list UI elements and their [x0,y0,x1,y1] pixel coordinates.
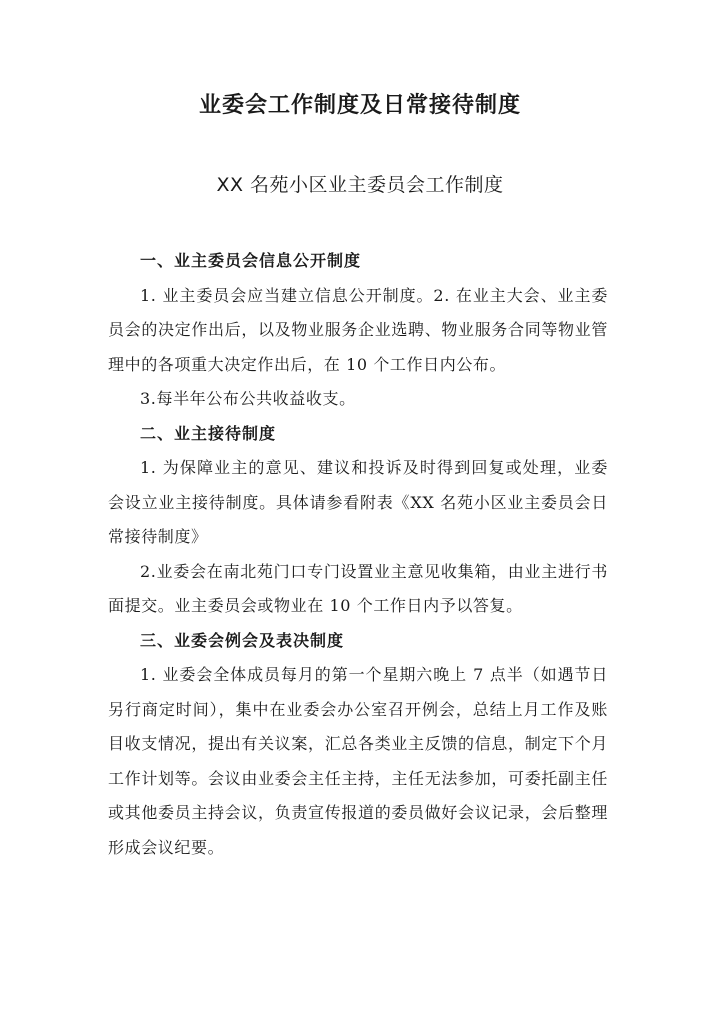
section-heading-reception: 二、业主接待制度 [140,423,277,443]
section-heading-info-disclosure: 一、业主委员会信息公开制度 [140,251,362,270]
section-heading-meeting-voting: 三、业委会例会及表决制度 [140,630,345,650]
paragraph: 1. 业主委员会应当建立信息公开制度。2. 在业主大会、业主委员会的决定作出后，以及物业服务企业选聘、物业服务合同等物业管理中的各项重大决定作出后，在 10 个工作日内公布。 [108,285,608,374]
paragraph: 3.每半年公布公共收益收支。 [140,389,356,408]
paragraph: 1. 为保障业主的意见、建议和投诉及时得到回复或处理，业委会设立业主接待制度。具体请参看附表《XX 名苑小区业主委员会日常接待制度》 [108,458,608,546]
paragraph: 2.业委会在南北苑门口专门设置业主意见收集箱，由业主进行书面提交。业主委员会或物业在 10 个工作日内予以答复。 [108,561,608,615]
document-body [108,244,608,865]
document-title: 业委会工作制度及日常接待制度 [198,93,521,118]
document-subtitle: XX 名苑小区业主委员会工作制度 [216,174,504,196]
paragraph: 1. 业委会全体成员每月的第一个星期六晚上 7 点半（如遇节日另行商定时间），集中在业委会办公室召开例会，总结上月工作及账目收支情况，提出有关议案，汇总各类业主反馈的信息，制定下个月工作计划等。会议由业委会主任主持，主任无法参加，可委托副主任或其他委员主持会议，负责宣传报道的委员做好会议记录，会后整理形成会议纪要。 [108,665,608,857]
